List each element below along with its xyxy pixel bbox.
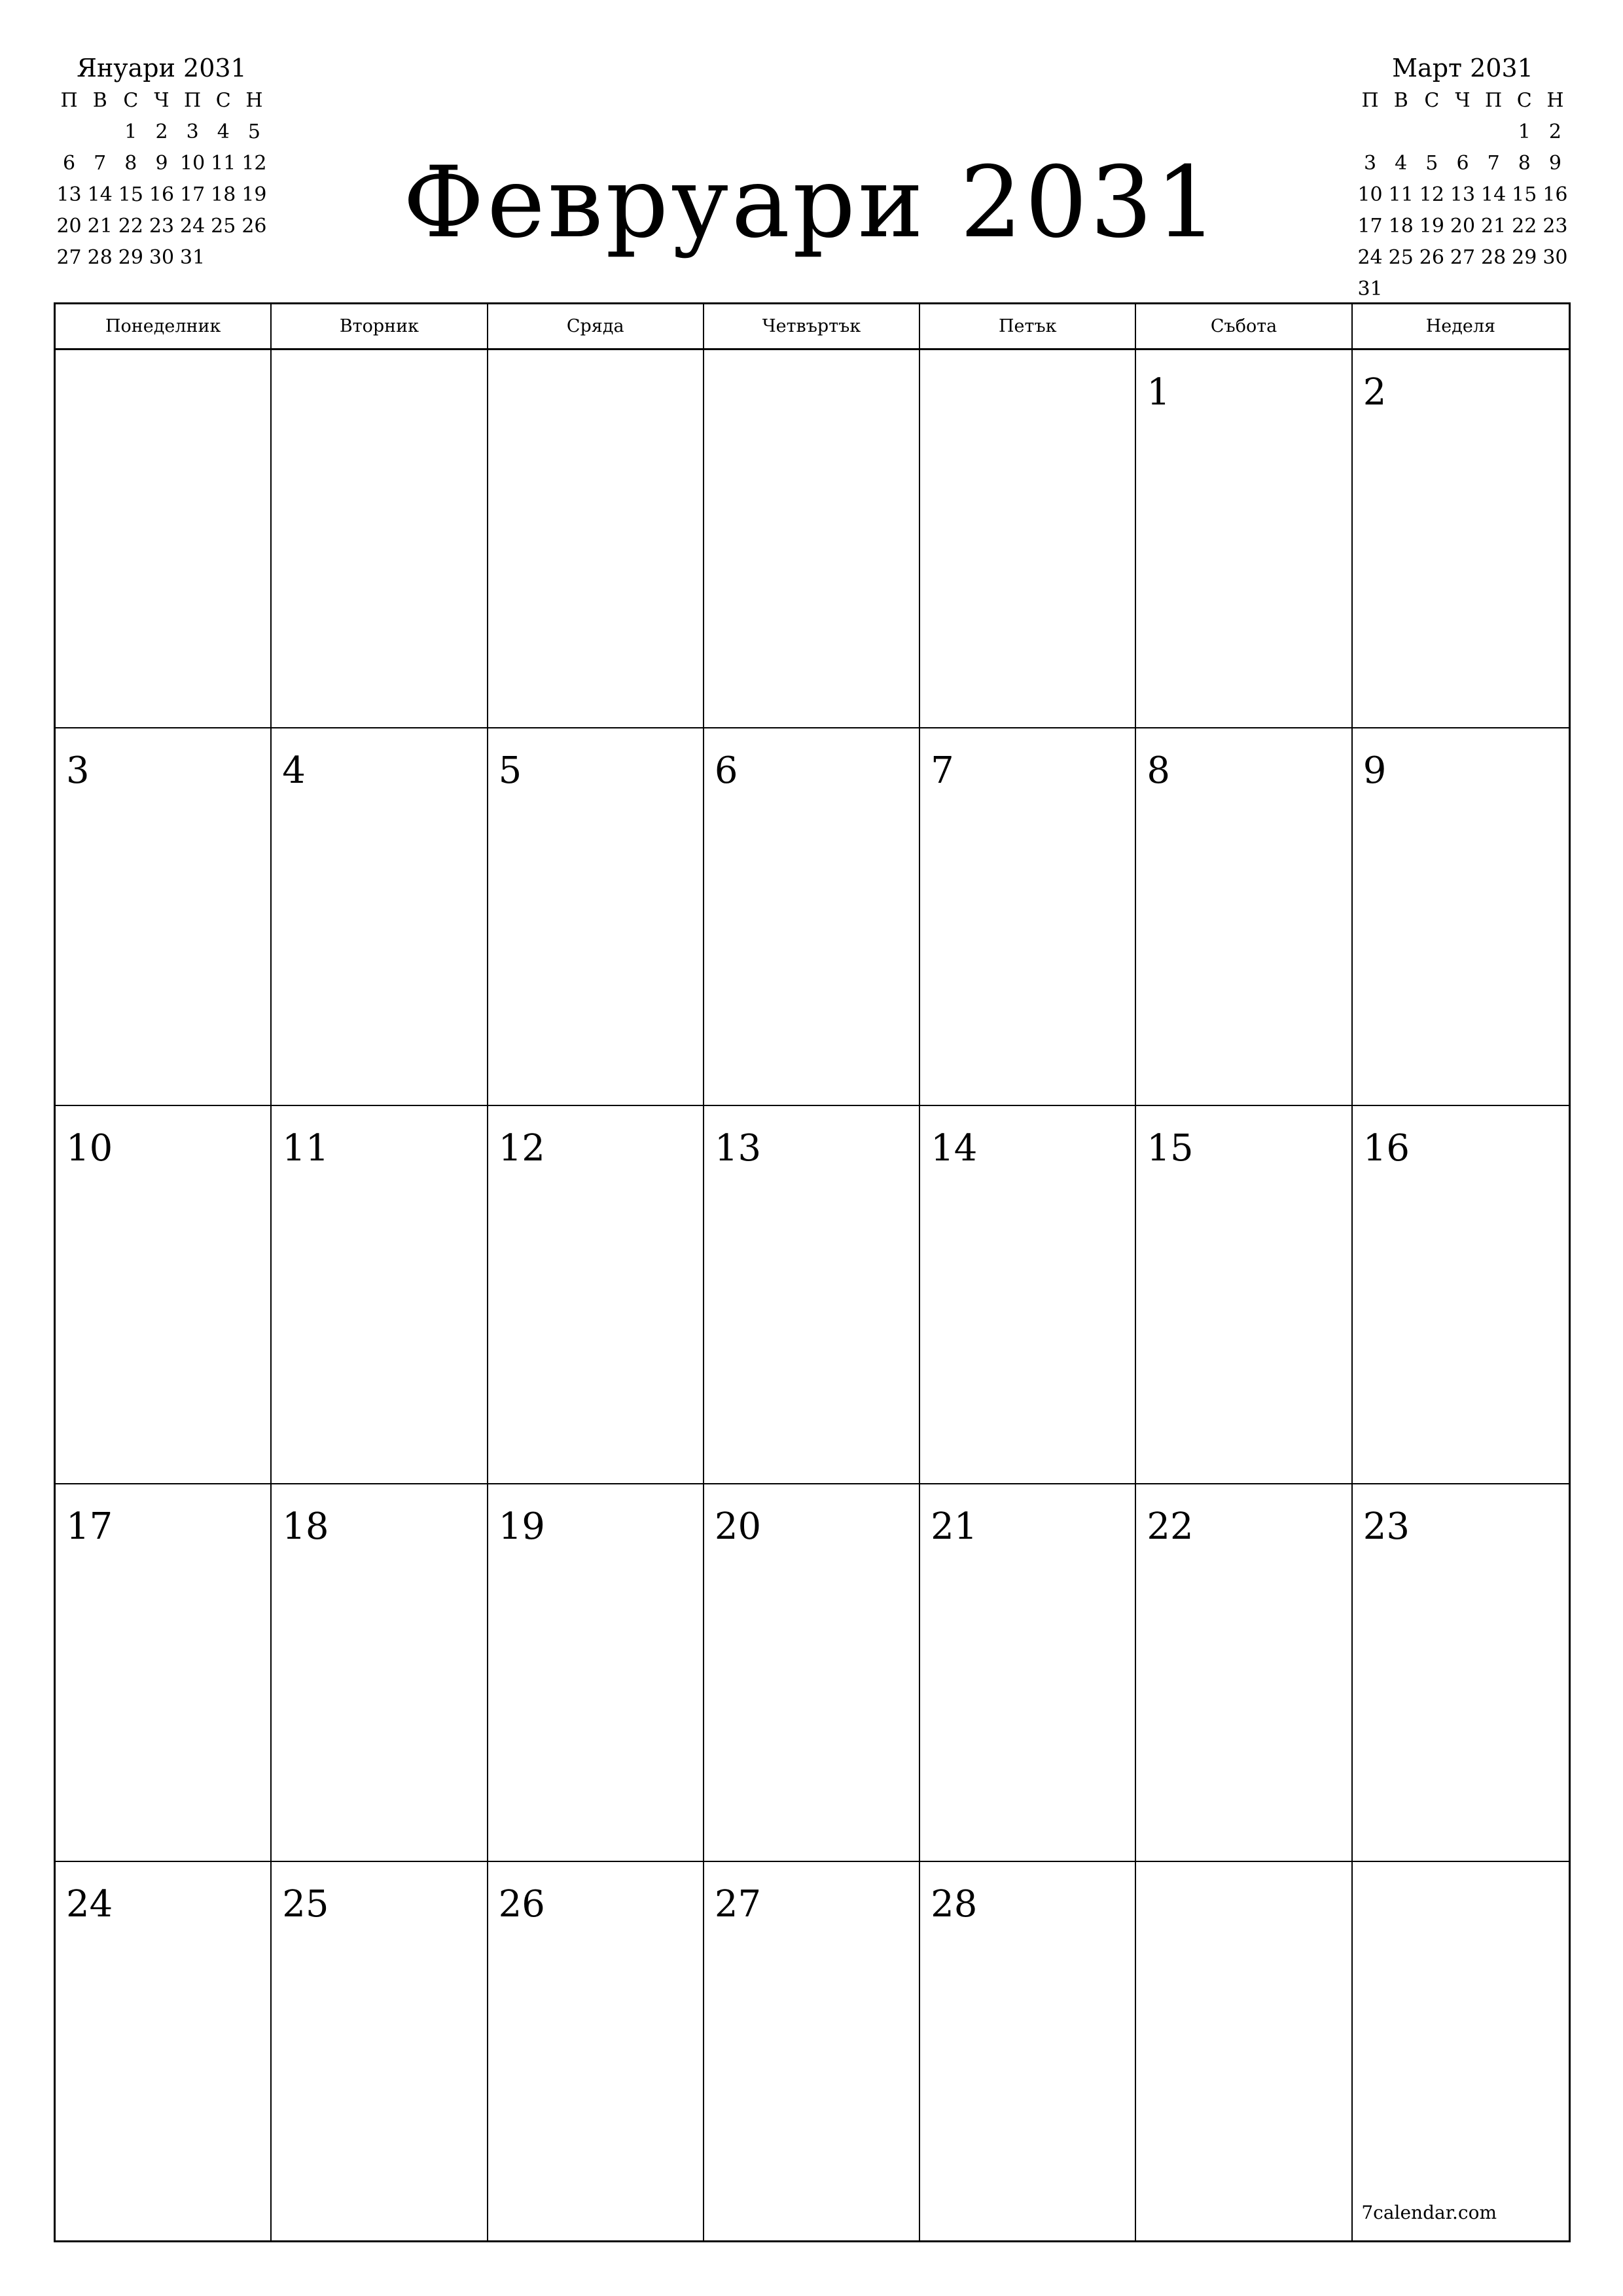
day-number: 4 (282, 749, 306, 792)
mini-day: 31 (180, 246, 205, 269)
mini-day (1478, 274, 1509, 305)
day-number: 14 (931, 1127, 978, 1170)
week-row (56, 728, 1569, 1107)
day-cell (704, 1862, 920, 2240)
mini-day: 30 (149, 246, 175, 269)
mini-day: 28 (87, 246, 113, 269)
day-cell (1136, 350, 1352, 727)
day-number: 12 (498, 1127, 545, 1170)
mini-day: 6 (63, 152, 76, 175)
mini-day: 26 (1419, 246, 1444, 269)
day-cell (920, 728, 1136, 1105)
weekday-header: Вторник (272, 304, 488, 348)
mini-weekday: Ч (1455, 89, 1471, 112)
mini-weekday: П (60, 89, 78, 112)
mini-calendar-prev (54, 51, 270, 274)
mini-weekday-row (1355, 85, 1571, 117)
mini-day: 15 (118, 183, 143, 206)
mini-day: 15 (1512, 183, 1537, 206)
mini-day: 17 (1357, 215, 1383, 238)
mini-calendar-title: Януари 2031 (77, 54, 247, 82)
mini-day (1478, 117, 1509, 148)
mini-week-row (1355, 211, 1571, 242)
mini-day: 3 (186, 120, 199, 143)
mini-day: 17 (180, 183, 205, 206)
day-cell (488, 1484, 704, 1861)
mini-day: 16 (1543, 183, 1568, 206)
mini-day: 2 (1548, 120, 1561, 143)
mini-week-row (54, 242, 270, 274)
day-number: 13 (714, 1127, 762, 1170)
mini-day (1355, 117, 1385, 148)
day-cell (272, 350, 488, 727)
mini-day (1416, 117, 1447, 148)
mini-day: 1 (1518, 120, 1531, 143)
day-number: 26 (498, 1883, 545, 1926)
mini-week-row (1355, 148, 1571, 179)
mini-weekday: Н (1546, 89, 1564, 112)
mini-day: 4 (1395, 152, 1408, 175)
mini-weekday: С (123, 89, 139, 112)
day-cell (1136, 1484, 1352, 1861)
mini-day: 28 (1481, 246, 1507, 269)
day-cell (56, 1862, 272, 2240)
day-cell (488, 350, 704, 727)
mini-day: 20 (1450, 215, 1476, 238)
mini-day: 29 (1512, 246, 1537, 269)
mini-day: 22 (118, 215, 143, 238)
mini-day: 24 (1357, 246, 1383, 269)
day-cell (272, 1106, 488, 1483)
mini-day: 26 (241, 215, 267, 238)
day-number: 27 (714, 1883, 762, 1926)
day-cell (488, 1862, 704, 2240)
mini-day: 1 (124, 120, 137, 143)
mini-day (208, 242, 239, 274)
day-number: 2 (1363, 371, 1387, 414)
mini-weekday: С (1516, 89, 1532, 112)
day-number: 11 (282, 1127, 329, 1170)
mini-day: 7 (1487, 152, 1500, 175)
mini-day: 9 (1548, 152, 1561, 175)
day-cell (272, 1484, 488, 1861)
mini-day (1385, 117, 1416, 148)
mini-day: 7 (94, 152, 107, 175)
mini-week-row (54, 179, 270, 211)
day-cell (56, 1106, 272, 1483)
day-cell (920, 1106, 1136, 1483)
mini-day: 25 (1388, 246, 1414, 269)
mini-week-row (1355, 117, 1571, 148)
day-cell (704, 350, 920, 727)
day-cell (1136, 1862, 1352, 2240)
mini-day: 12 (1419, 183, 1444, 206)
mini-day: 16 (149, 183, 175, 206)
mini-weekday: П (1485, 89, 1503, 112)
mini-weekday: П (184, 89, 202, 112)
mini-day: 19 (1419, 215, 1444, 238)
page-title: Февруари 2031 (402, 146, 1221, 260)
weekday-header: Събота (1136, 304, 1352, 348)
day-cell (704, 1484, 920, 1861)
day-number: 15 (1147, 1127, 1194, 1170)
mini-day: 14 (1481, 183, 1507, 206)
mini-week-row (1355, 179, 1571, 211)
mini-week-row (54, 117, 270, 148)
mini-day: 5 (247, 120, 260, 143)
mini-day: 19 (241, 183, 267, 206)
mini-day: 11 (1388, 183, 1414, 206)
mini-calendar-title: Март 2031 (1392, 54, 1533, 82)
mini-day: 23 (149, 215, 175, 238)
mini-day: 20 (56, 215, 82, 238)
mini-day (54, 117, 84, 148)
day-number: 22 (1147, 1505, 1194, 1548)
day-cell (1136, 1106, 1352, 1483)
month-grid (54, 302, 1571, 2242)
day-cell (56, 728, 272, 1105)
mini-day: 27 (56, 246, 82, 269)
week-row (56, 350, 1569, 728)
weekday-header: Сряда (488, 304, 704, 348)
mini-day: 27 (1450, 246, 1476, 269)
weeks-container (56, 350, 1569, 2240)
mini-day: 3 (1364, 152, 1377, 175)
day-number: 21 (931, 1505, 978, 1548)
day-number: 19 (498, 1505, 545, 1548)
mini-weekday: Ч (154, 89, 169, 112)
day-cell (1353, 728, 1569, 1105)
weekday-header: Неделя (1425, 316, 1495, 336)
mini-day: 14 (87, 183, 113, 206)
mini-day: 24 (180, 215, 205, 238)
mini-day: 18 (1388, 215, 1414, 238)
day-cell (272, 1862, 488, 2240)
mini-week-row (1355, 242, 1571, 274)
mini-weekday: П (1361, 89, 1379, 112)
mini-day: 18 (211, 183, 236, 206)
mini-day (1447, 274, 1478, 305)
day-cell (704, 728, 920, 1105)
watermark: 7calendar.com (1361, 2202, 1497, 2223)
day-cell (920, 1862, 1136, 2240)
mini-day: 9 (155, 152, 168, 175)
weekday-header: Понеделник (56, 304, 272, 348)
mini-weekday: В (92, 89, 107, 112)
weekday-header: Четвъртък (704, 304, 920, 348)
day-cell (1353, 1862, 1569, 2240)
day-number: 20 (714, 1505, 762, 1548)
week-row (56, 1106, 1569, 1484)
mini-day: 8 (124, 152, 137, 175)
weekday-header: Петък (920, 304, 1136, 348)
mini-day: 25 (211, 215, 236, 238)
mini-day: 6 (1456, 152, 1469, 175)
day-number: 7 (931, 749, 954, 792)
day-number: 8 (1147, 749, 1171, 792)
day-number: 23 (1363, 1505, 1410, 1548)
mini-day: 8 (1518, 152, 1531, 175)
day-cell (488, 728, 704, 1105)
mini-day: 29 (118, 246, 143, 269)
day-number: 6 (714, 749, 738, 792)
mini-day: 12 (241, 152, 267, 175)
mini-day: 4 (217, 120, 230, 143)
mini-day: 13 (56, 183, 82, 206)
mini-day: 11 (211, 152, 236, 175)
mini-day: 21 (1481, 215, 1507, 238)
day-number: 9 (1363, 749, 1387, 792)
mini-week-row (54, 148, 270, 179)
day-number: 25 (282, 1883, 329, 1926)
day-number: 10 (66, 1127, 113, 1170)
day-cell (1353, 1106, 1569, 1483)
mini-day: 10 (1357, 183, 1383, 206)
day-number: 1 (1147, 371, 1171, 414)
week-row (56, 1862, 1569, 2240)
mini-day: 10 (180, 152, 205, 175)
mini-day: 23 (1543, 215, 1568, 238)
mini-day: 2 (155, 120, 168, 143)
mini-day (1509, 274, 1540, 305)
day-cell (920, 350, 1136, 727)
mini-day (1447, 117, 1478, 148)
mini-calendar-next (1355, 51, 1571, 305)
mini-day (1416, 274, 1447, 305)
day-number: 5 (498, 749, 522, 792)
day-cell (1353, 350, 1569, 727)
mini-week-row (54, 211, 270, 242)
mini-day (84, 117, 115, 148)
weekday-header-row (56, 304, 1569, 350)
mini-day (1385, 274, 1416, 305)
day-cell (56, 350, 272, 727)
mini-weekday-row (54, 85, 270, 117)
day-number: 3 (66, 749, 90, 792)
week-row (56, 1484, 1569, 1863)
mini-day (1540, 274, 1571, 305)
mini-day (239, 242, 270, 274)
day-cell (272, 728, 488, 1105)
day-cell (1136, 728, 1352, 1105)
mini-weekday: В (1393, 89, 1408, 112)
mini-weekday: Н (245, 89, 263, 112)
day-number: 17 (66, 1505, 113, 1548)
day-number: 28 (931, 1883, 978, 1926)
mini-day: 21 (87, 215, 113, 238)
mini-day: 5 (1425, 152, 1438, 175)
mini-day: 22 (1512, 215, 1537, 238)
day-number: 18 (282, 1505, 329, 1548)
mini-week-row (1355, 274, 1571, 305)
day-cell (920, 1484, 1136, 1861)
day-cell (488, 1106, 704, 1483)
mini-day: 13 (1450, 183, 1476, 206)
day-cell (1353, 1484, 1569, 1861)
day-cell (56, 1484, 272, 1861)
day-cell (704, 1106, 920, 1483)
day-number: 24 (66, 1883, 113, 1926)
mini-weekday: С (1424, 89, 1440, 112)
mini-day: 31 (1357, 278, 1383, 300)
mini-day: 30 (1543, 246, 1568, 269)
mini-weekday: С (215, 89, 231, 112)
day-number: 16 (1363, 1127, 1410, 1170)
